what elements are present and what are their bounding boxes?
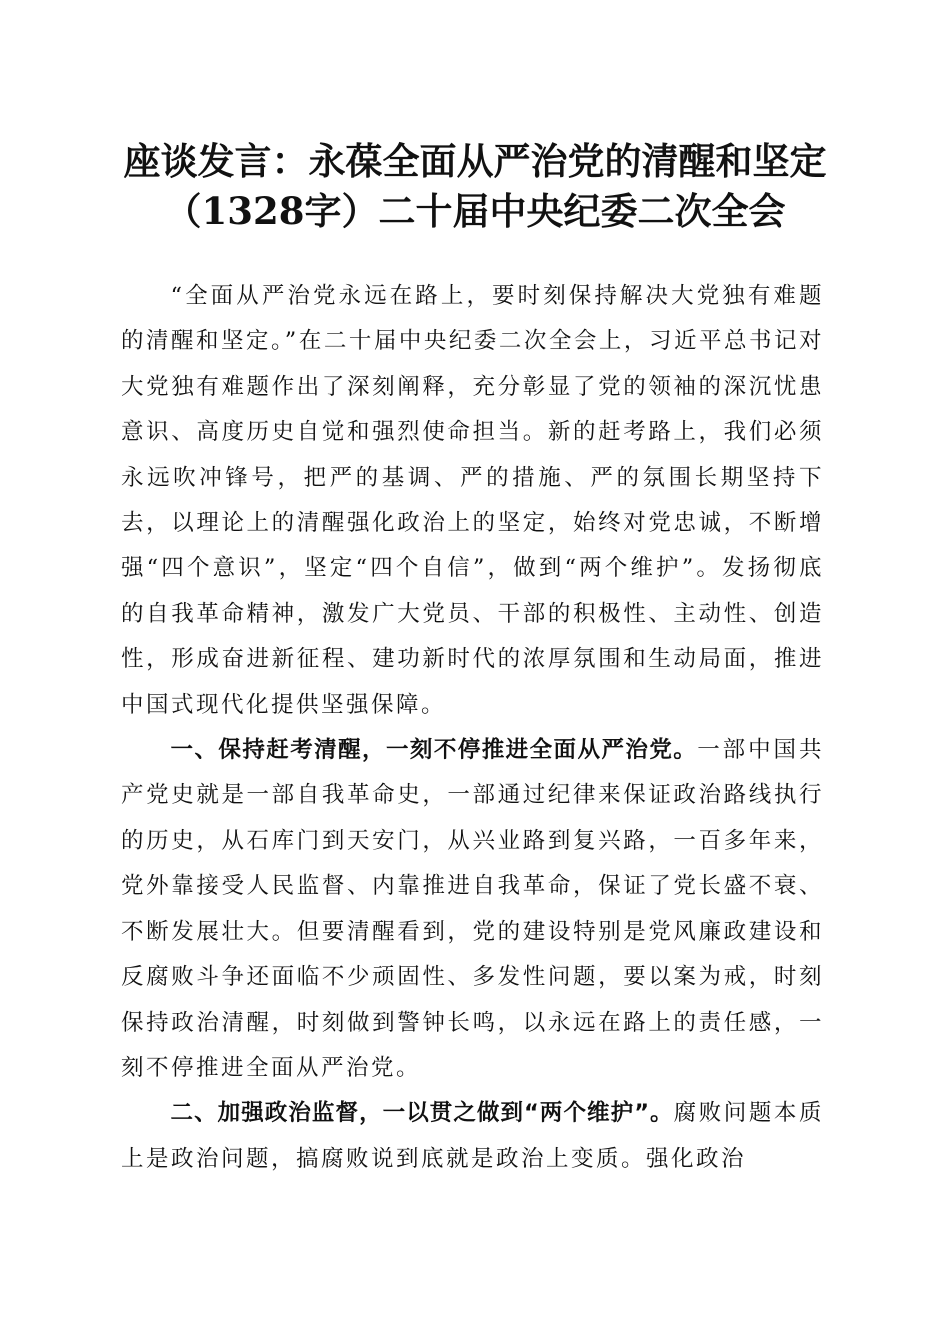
section-heading: 一、保持赶考清醒，一刻不停推进全面从严治党。 [170,737,698,764]
document-body [121,274,824,1182]
paragraph-section-2 [121,1091,824,1182]
paragraph-text: “全面从严治党永远在路上，要时刻保持解决大党独有难题的清醒和坚定。”在二十届中央纪委二次全会上，习近平总书记对大党独有难题作出了深刻阐释，充分彰显了党的领袖的深沉忧患意识、高度历史自觉和强烈使命担当。新的赶考路上，我们必须永远吹冲锋号，把严的基调、严的措施、严的氛围长期坚持下去，以理论上的清醒强化政治上的坚定，始终对党忠诚，不断增强“四个意识”，坚定“四个自信”，做到“两个维护”。发扬彻底的自我革命精神，激发广大党员、干部的积极性、主动性、创造性，形成奋进新征程、建功新时代的浓厚氛围和生动局面，推进中国式现代化提供坚强保障。 [121,283,824,718]
section-heading: 二、加强政治监督，一以贯之做到“两个维护”。 [170,1100,674,1127]
paragraph-text: 一部中国共产党史就是一部自我革命史，一部通过纪律来保证政治路线执行的历史，从石库门到天安门，从兴业路到复兴路，一百多年来，党外靠接受人民监督、内靠推进自我革命，保证了党长盛不衰、不断发展壮大。但要清醒看到，党的建设特别是党风廉政建设和反腐败斗争还面临不少顽固性、多发性问题，要以案为戒，时刻保持政治清醒，时刻做到警钟长鸣，以永远在路上的责任感，一刻不停推进全面从严治党。 [121,737,824,1081]
paragraph-text: 腐败问题本质上是政治问题，搞腐败说到底就是政治上变质。强化政治 [121,1100,824,1172]
title-line-1: 座谈发言：永葆全面从严治党的清醒和坚定 [123,139,827,183]
document-title [100,136,850,236]
paragraph-intro [121,274,824,728]
paragraph-section-1 [121,728,824,1091]
title-line-2: （1328字）二十届中央纪委二次全会 [164,189,786,233]
